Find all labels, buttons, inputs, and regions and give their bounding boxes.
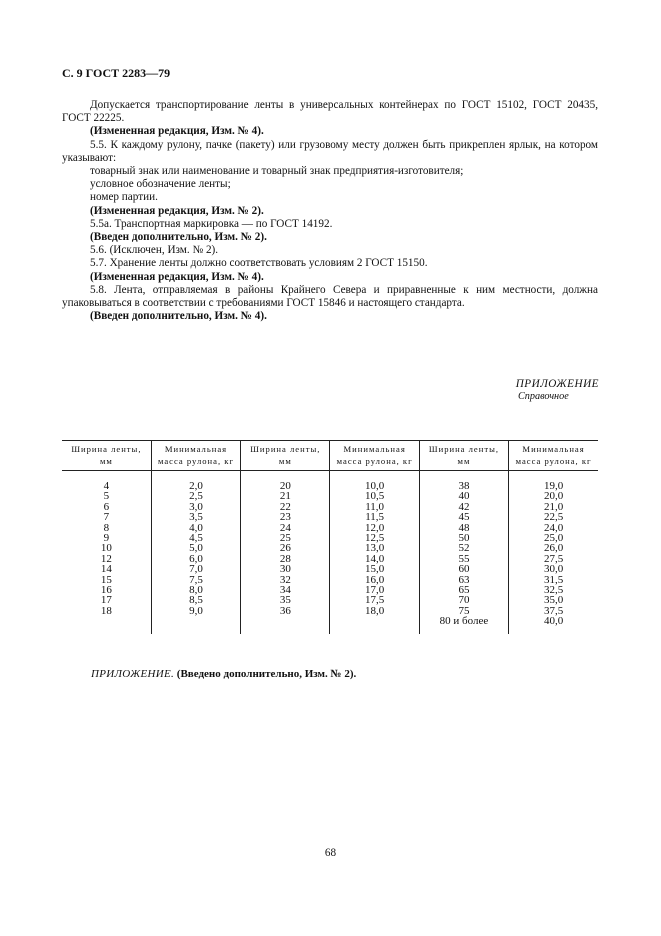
table-cell: 23 <box>241 512 330 522</box>
table-cell: 38 <box>419 481 508 491</box>
column-header: Минимальная масса рулона, кг <box>509 441 598 471</box>
table-cell: 10 <box>62 543 151 553</box>
table-cell: 32 <box>241 575 330 585</box>
table-cell: 11,0 <box>330 502 419 512</box>
paragraph-5-7: 5.7. Хранение ленты должно соответствовать условиям 2 ГОСТ 15150. <box>90 257 428 270</box>
table-cell: 18,0 <box>330 606 419 616</box>
table-cell: 18 <box>62 606 151 616</box>
list-item: товарный знак или наименование и товарный знак предприятия-изготовителя; <box>90 165 464 178</box>
table-row <box>62 554 598 564</box>
table-cell: 12 <box>62 554 151 564</box>
table-cell: 63 <box>419 575 508 585</box>
table-cell: 24,0 <box>543 521 564 534</box>
table-cell <box>62 616 151 626</box>
footnote-text: (Введено дополнительно, Изм. № 2). <box>176 668 357 680</box>
body-text <box>62 99 598 323</box>
table-cell: 3,0 <box>151 502 240 512</box>
table-row <box>62 502 598 512</box>
table-cell: 21,0 <box>543 500 564 513</box>
table-cell: 20,0 <box>543 490 564 503</box>
table-cell: 10,0 <box>330 481 419 491</box>
table-cell: 32,5 <box>543 584 564 597</box>
table-cell: 26 <box>241 543 330 553</box>
table-cell: 25,0 <box>543 532 564 545</box>
table-cell: 22,5 <box>543 511 564 524</box>
table-cell: 24 <box>241 523 330 533</box>
table-cell: 6 <box>62 502 151 512</box>
table-cell: 20 <box>241 481 330 491</box>
table-cell: 42 <box>419 502 508 512</box>
paragraph-transport: Допускается транспортирование ленты в универсальных контейнерах по ГОСТ 15102, ГОСТ 20435, ГОСТ 22225. <box>62 99 598 125</box>
table-body <box>62 471 598 634</box>
table-cell: 40,0 <box>543 615 564 628</box>
table-cell: 17,5 <box>330 595 419 605</box>
table-cell: 35,0 <box>543 594 564 607</box>
table-cell: 48 <box>419 523 508 533</box>
page-header: С. 9 ГОСТ 2283—79 <box>62 66 171 80</box>
table-cell: 13,0 <box>330 543 419 553</box>
amendment-note: (Измененная редакция, Изм. № 4). <box>90 270 264 283</box>
table-cell: 12,5 <box>330 533 419 543</box>
table-spacer <box>62 627 598 634</box>
paragraph-5-6: 5.6. (Исключен, Изм. № 2). <box>90 244 219 257</box>
amendment-note: (Введен дополнительно, Изм. № 4). <box>90 310 267 323</box>
appendix-footnote <box>91 668 356 680</box>
table-cell: 16 <box>62 585 151 595</box>
table-cell: 65 <box>419 585 508 595</box>
table-cell: 4 <box>62 481 151 491</box>
table-cell: 8,0 <box>151 585 240 595</box>
table-cell: 34 <box>241 585 330 595</box>
table-header-row <box>62 441 598 471</box>
amendment-note: (Измененная редакция, Изм. № 2). <box>90 204 264 217</box>
table-cell: 30,0 <box>543 563 564 576</box>
table-cell: 11,5 <box>330 512 419 522</box>
table-cell: 36 <box>241 606 330 616</box>
table-cell: 28 <box>241 554 330 564</box>
table-cell: 27,5 <box>543 552 564 565</box>
table-cell: 9 <box>62 533 151 543</box>
table-cell: 7,5 <box>151 575 240 585</box>
table-cell: 5 <box>62 491 151 501</box>
table-cell: 16,0 <box>330 575 419 585</box>
table-cell: 52 <box>419 543 508 553</box>
table-cell: 40 <box>419 491 508 501</box>
table-row <box>62 543 598 553</box>
column-header: Минимальная масса рулона, кг <box>151 441 240 471</box>
table-cell: 31,5 <box>543 573 564 586</box>
amendment-note: (Введен дополнительно, Изм. № 2). <box>90 231 267 244</box>
table-cell: 2,0 <box>151 481 240 491</box>
roll-mass-table <box>62 440 598 634</box>
table-row <box>62 523 598 533</box>
appendix-title: ПРИЛОЖЕНИЕ <box>515 378 599 390</box>
table-cell: 80 и более <box>419 616 508 626</box>
table-cell: 10,5 <box>330 491 419 501</box>
table-row <box>62 595 598 605</box>
table-cell: 30 <box>241 564 330 574</box>
table-row <box>62 606 598 616</box>
table-cell: 15,0 <box>330 564 419 574</box>
list-item: номер партии. <box>90 191 158 204</box>
paragraph-5-5a: 5.5а. Транспортная маркировка — по ГОСТ 14192. <box>90 217 333 230</box>
table-cell: 5,0 <box>151 543 240 553</box>
table-row <box>62 585 598 595</box>
footnote-label: ПРИЛОЖЕНИЕ. <box>91 668 175 680</box>
table-row <box>62 616 598 626</box>
table-cell: 15 <box>62 575 151 585</box>
table-cell: 37,5 <box>543 604 564 617</box>
table-cell: 12,0 <box>330 523 419 533</box>
table-cell: 17 <box>62 595 151 605</box>
table-row <box>62 575 598 585</box>
table-cell: 25 <box>241 533 330 543</box>
table-cell: 9,0 <box>151 606 240 616</box>
table-cell: 4,0 <box>151 523 240 533</box>
table-cell: 8 <box>62 523 151 533</box>
list-item: условное обозначение ленты; <box>90 178 231 191</box>
table-cell: 45 <box>419 512 508 522</box>
column-header: Ширина ленты, мм <box>62 441 151 471</box>
table-cell: 50 <box>419 533 508 543</box>
paragraph-5-8: 5.8. Лента, отправляемая в районы Крайнего Севера и приравненные к ним местности, должна упаковываться в соответствии с требованиями ГОСТ 15846 и настоящего стандарта. <box>62 283 598 310</box>
table-cell: 4,5 <box>151 533 240 543</box>
table-cell: 60 <box>419 564 508 574</box>
table-cell: 55 <box>419 554 508 564</box>
table-spacer <box>62 471 598 482</box>
table-cell: 75 <box>419 606 508 616</box>
table-cell: 2,5 <box>151 491 240 501</box>
paragraph-5-5: 5.5. К каждому рулону, пачке (пакету) или грузовому месту должен быть прикреплен ярлык, на котором указывают: <box>62 138 598 164</box>
table-cell <box>241 616 330 626</box>
table-cell: 19,0 <box>543 480 564 492</box>
table-cell: 6,0 <box>151 554 240 564</box>
table-cell: 22 <box>241 502 330 512</box>
table-cell: 35 <box>241 595 330 605</box>
table-cell <box>151 616 240 626</box>
table-cell: 8,5 <box>151 595 240 605</box>
table-row <box>62 481 598 491</box>
table-cell: 7,0 <box>151 564 240 574</box>
column-header: Ширина ленты, мм <box>419 441 508 471</box>
table-row <box>62 491 598 501</box>
table-cell: 17,0 <box>330 585 419 595</box>
table-cell: 3,5 <box>151 512 240 522</box>
table-cell: 7 <box>62 512 151 522</box>
table-cell: 14 <box>62 564 151 574</box>
column-header: Ширина ленты, мм <box>241 441 330 471</box>
table-cell <box>330 616 419 626</box>
amendment-note: (Измененная редакция, Изм. № 4). <box>90 125 264 138</box>
table-cell: 70 <box>419 595 508 605</box>
appendix-subtitle: Справочное <box>518 391 569 402</box>
table-cell: 26,0 <box>543 542 564 555</box>
table-cell: 14,0 <box>330 554 419 564</box>
page-number: 68 <box>324 847 337 859</box>
table-row <box>62 564 598 574</box>
table-cell: 21 <box>241 491 330 501</box>
column-header: Минимальная масса рулона, кг <box>330 441 419 471</box>
table-row <box>62 533 598 543</box>
table-row <box>62 512 598 522</box>
